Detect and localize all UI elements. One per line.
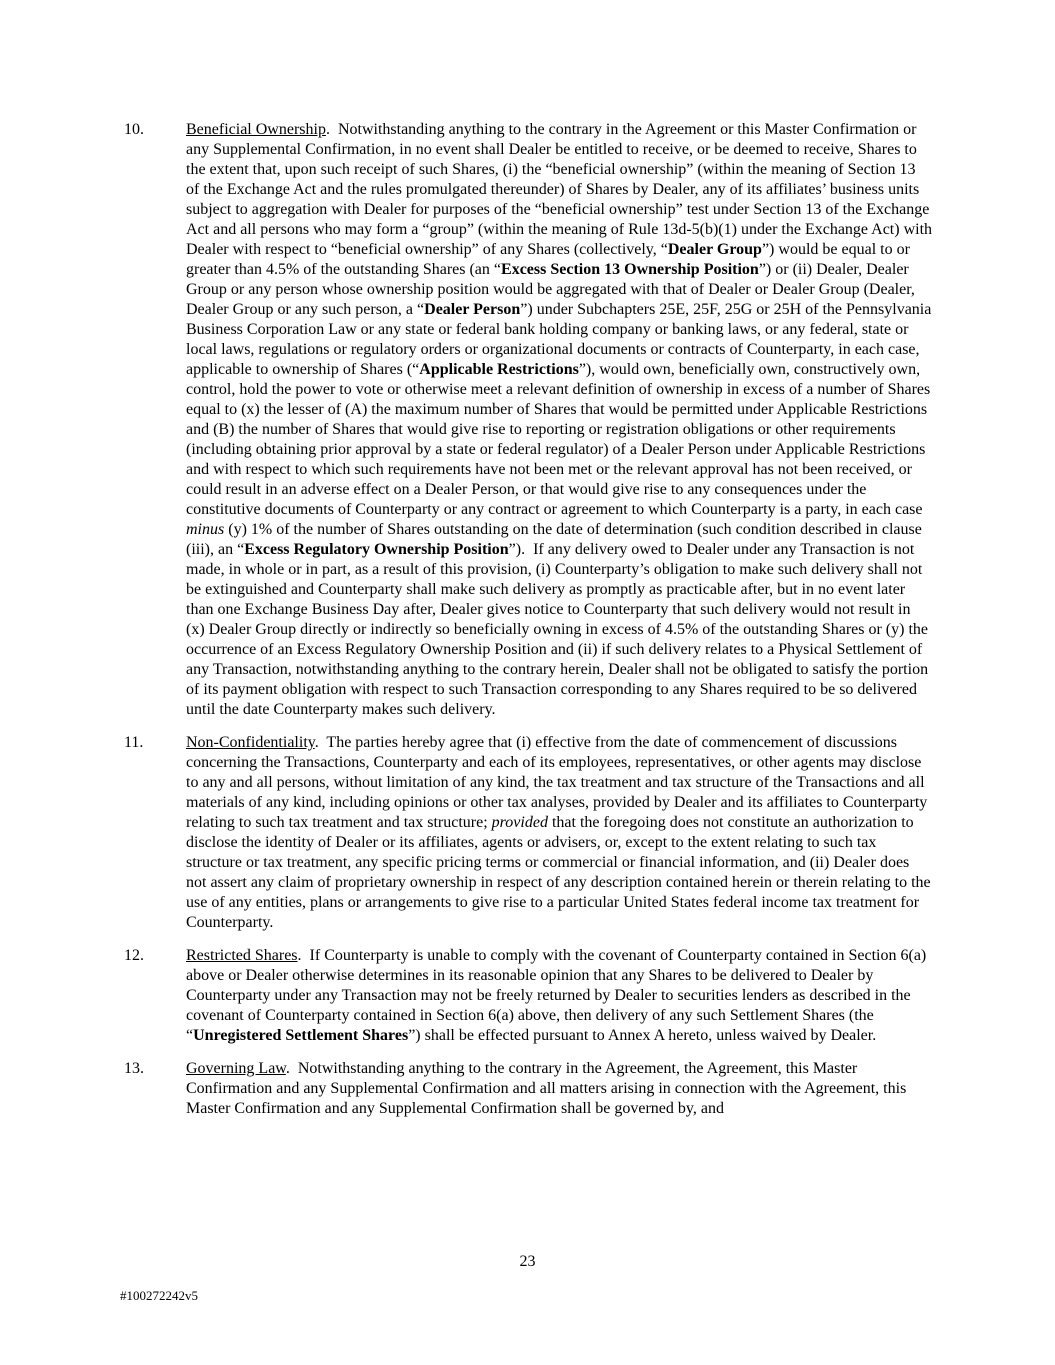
- text-segment-italic: provided: [491, 814, 548, 831]
- paragraph-number: 11.: [124, 734, 144, 751]
- text-segment-bold: Applicable Restrictions: [419, 361, 579, 378]
- paragraph-item: [124, 120, 937, 720]
- paragraph-text: [186, 733, 935, 933]
- text-segment-underline: Restricted Shares: [186, 947, 298, 964]
- paragraph-number: 10.: [124, 121, 144, 138]
- text-segment-underline: Beneficial Ownership: [186, 121, 326, 138]
- text-segment-normal: that the foregoing does not constitute an authorization to disclose the identity of Dealer or its affiliates, agents or advisers, or, except to the extent relating to such tax structure or tax treatment, any specific pricing terms or commercial or financial information, and (ii) Dealer does not assert any claim of proprietary ownership in respect of any description contained herein or therein relating to the use of any entities, plans or arrangements to give rise to a particular United States federal income tax treatment for Counterparty.: [186, 814, 935, 931]
- text-segment-bold: Excess Regulatory Ownership Position: [244, 541, 509, 558]
- text-segment-normal: . Notwithstanding anything to the contrary in the Agreement or this Master Confirmation or any Supplemental Confirmation, in no event shall Dealer be entitled to receive, or be deemed to receive, Shares to the extent that, upon such receipt of such Shares, (i) the “beneficial ownership” (within the meaning of Section 13 of the Exchange Act and the rules promulgated thereunder) of Shares by Dealer, any of its affiliates’ business units subject to aggregation with Dealer for purposes of the “beneficial ownership” test under Section 13 of the Exchange Act and all persons who may form a “group” (within the meaning of Rule 13d-5(b)(1) under the Exchange Act) with Dealer with respect to “beneficial ownership” of any Shares (collectively, “: [186, 121, 937, 258]
- text-segment-normal: ”) or (ii) Dealer, Dealer Group or any person whose ownership position would be aggregated with that of Dealer or Dealer Group (Dealer, Dealer Group or any such person, a “: [186, 261, 919, 318]
- paragraph-text: [186, 1059, 932, 1119]
- page-number: 23: [519, 1253, 536, 1270]
- text-segment-normal: ”) shall be effected pursuant to Annex A hereto, unless waived by Dealer.: [408, 1027, 877, 1044]
- paragraph-text: [186, 946, 932, 1046]
- text-segment-normal: ”), would own, beneficially own, constructively own, control, hold the power to vote or otherwise meet a relevant definition of ownership in excess of a number of Shares equal to (x) the lesser of (A) the maximum number of Shares that would be permitted under Applicable Restrictions and (B) the number of Shares that would give rise to reporting or registration obligations or other requirements (including obtaining prior approval by a state or federal regulator) of a Dealer Person under Applicable Restrictions and with respect to which such requirements have not been met or the relevant approval has not been received, or could result in an adverse effect on a Dealer Person, or that would give rise to any consequences under the constitutive documents of Counterparty or any contract or agreement to which Counterparty is a party, in each case: [186, 361, 935, 518]
- paragraph-item: [124, 733, 935, 933]
- text-segment-normal: (y) 1% of the number of Shares outstanding on the date of determination (such condition described in clause (iii), an “: [186, 521, 926, 558]
- text-segment-normal: . The parties hereby agree that (i) effective from the date of commencement of discussions concerning the Transactions, Counterparty and each of its employees, representatives, or other agents may disclose to any and all persons, without limitation of any kind, the tax treatment and tax structure of the Transactions and all materials of any kind, including opinions or other tax analyses, provided by Dealer and its affiliates to Counterparty relating to such tax treatment and tax structure;: [186, 734, 932, 831]
- text-segment-normal: ”) would be equal to or greater than 4.5% of the outstanding Shares (an “: [186, 241, 914, 278]
- text-segment-normal: ”) under Subchapters 25E, 25F, 25G or 25H of the Pennsylvania Business Corporation Law or any state or federal bank holding company or banking laws, or any federal, state or local laws, regulations or regulatory orders or organizational documents or contracts of Counterparty, in each case, applicable to ownership of Shares (“: [186, 301, 936, 378]
- text-segment-normal: ”). If any delivery owed to Dealer under any Transaction is not made, in whole or in part, as a result of this provision, (i) Counterparty’s obligation to make such delivery shall not be extinguished and Counterparty shall make such delivery as promptly as practicable after, but in no event later than one Exchange Business Day after, Dealer gives notice to Counterparty that such delivery would not result in (x) Dealer Group directly or indirectly so beneficially owning in excess of 4.5% of the outstanding Shares or (y) the occurrence of an Excess Regulatory Ownership Position and (ii) if such delivery relates to a Physical Settlement of any Transaction, notwithstanding anything to the contrary herein, Dealer shall not be obligated to satisfy the portion of its payment obligation with respect to such Transaction corresponding to any Shares required to be so delivered until the date Counterparty makes such delivery.: [186, 541, 933, 718]
- paragraph-number: 13.: [124, 1060, 144, 1077]
- text-segment-normal: . Notwithstanding anything to the contrary in the Agreement, the Agreement, this Master Confirmation and any Supplemental Confirmation and all matters arising in connection with the Agreement, this Master Confirmation and any Supplemental Confirmation shall be governed by, and: [186, 1060, 911, 1117]
- text-segment-underline: Governing Law: [186, 1060, 286, 1077]
- paragraph-text: [186, 120, 937, 720]
- text-segment-italic: minus: [186, 521, 225, 538]
- text-segment-bold: Dealer Group: [667, 241, 762, 258]
- text-segment-bold: Dealer Person: [424, 301, 521, 318]
- paragraph-number: 12.: [124, 947, 144, 964]
- text-segment-underline: Non-Confidentiality: [186, 734, 315, 751]
- text-segment-bold: Unregistered Settlement Shares: [193, 1027, 409, 1044]
- paragraph-list: [124, 120, 937, 1132]
- paragraph-item: [124, 946, 932, 1046]
- document-id-footer: #100272242v5: [120, 1288, 198, 1303]
- text-segment-bold: Excess Section 13 Ownership Position: [501, 261, 759, 278]
- paragraph-item: [124, 1059, 932, 1119]
- text-segment-normal: . If Counterparty is unable to comply with the covenant of Counterparty contained in Section 6(a) above or Dealer otherwise determines in its reasonable opinion that any Shares to be delivered to Dealer by Counterparty under any Transaction may not be freely returned by Dealer to securities lenders as described in the covenant of Counterparty contained in Section 6(a) above, then delivery of any such Settlement Shares (the “: [186, 947, 931, 1044]
